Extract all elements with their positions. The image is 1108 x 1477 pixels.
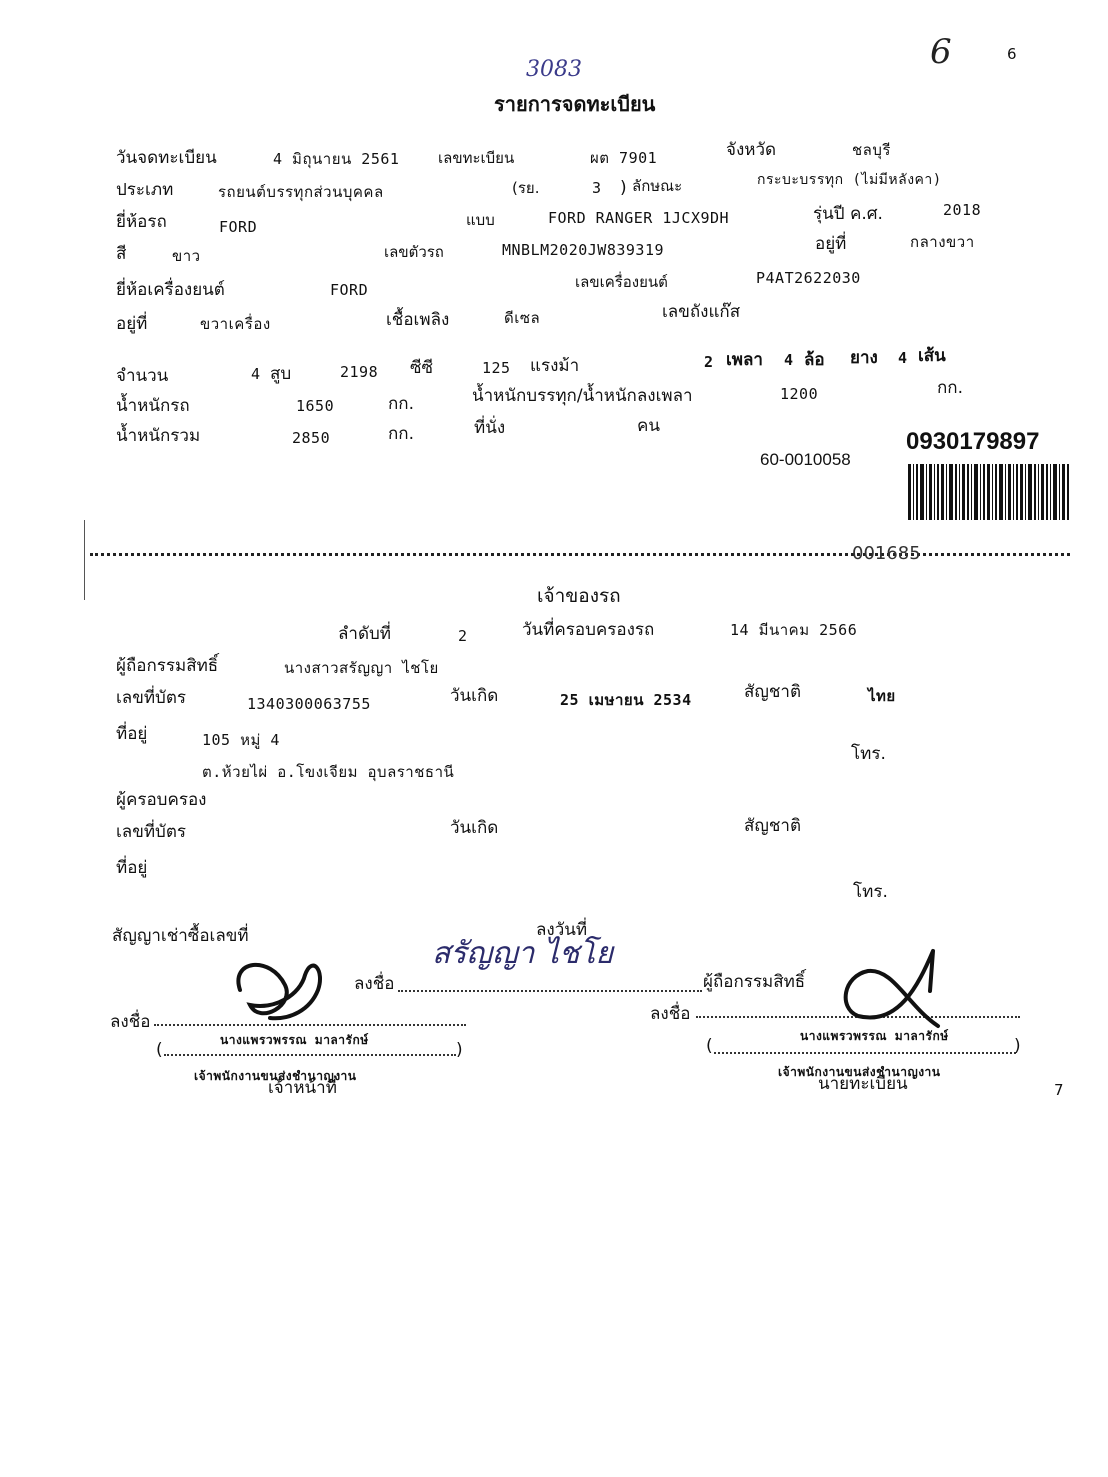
plate-label: เลขทะเบียน bbox=[438, 149, 515, 167]
gross-value: 2850 bbox=[292, 429, 331, 447]
right-paren-line bbox=[714, 1052, 1016, 1054]
reg-date-value: 4 มิถุนายน 2561 bbox=[273, 150, 400, 168]
registration-title: รายการจดทะเบียน bbox=[494, 92, 656, 116]
weight-label: น้ำหนักรถ bbox=[116, 396, 190, 416]
order-value: 2 bbox=[458, 627, 468, 645]
margin-line bbox=[84, 520, 85, 600]
since-value: 14 มีนาคม 2566 bbox=[730, 621, 858, 639]
hp-value: 125 bbox=[482, 359, 511, 377]
type-label: ประเภท bbox=[116, 180, 174, 200]
barcode bbox=[906, 464, 1070, 520]
address-label: ที่อยู่ bbox=[116, 724, 148, 744]
chassis-value: MNBLM2020JW839319 bbox=[502, 241, 665, 259]
gas-tank-label: เลขถังแก๊ส bbox=[662, 302, 741, 322]
chassis-loc-label: อยู่ที่ bbox=[815, 234, 847, 254]
engine-brand-value: FORD bbox=[330, 281, 369, 299]
plate-value: ผต 7901 bbox=[590, 149, 658, 167]
ry-close: ) bbox=[620, 178, 627, 198]
right-paren-open: ( bbox=[706, 1036, 713, 1056]
nationality-label: สัญชาติ bbox=[744, 682, 801, 702]
since-label: วันที่ครอบครองรถ bbox=[522, 620, 655, 640]
axles-value: 2 bbox=[704, 353, 714, 371]
right-officer-role: นายทะเบียน bbox=[818, 1074, 908, 1094]
model-value: FORD RANGER 1JCX9DH bbox=[548, 209, 730, 227]
page-number-bottom: 7 bbox=[1054, 1081, 1064, 1099]
holder-label: ผู้ถือกรรมสิทธิ์ bbox=[116, 656, 219, 676]
holder-role: ผู้ถือกรรมสิทธิ์ bbox=[703, 972, 806, 992]
tire-label: ยาง bbox=[850, 348, 878, 368]
load-unit: กก. bbox=[937, 378, 963, 398]
type-value: รถยนต์บรรทุกส่วนบุคคล bbox=[218, 183, 384, 201]
right-officer-position: เจ้าพนักงานขนส่งชำนาญงาน bbox=[778, 1065, 941, 1079]
ry-value: 3 bbox=[592, 179, 602, 197]
chassis-loc-value: กลางขวา bbox=[910, 233, 975, 251]
weight-unit: กก. bbox=[388, 394, 414, 414]
id-label: เลขที่บัตร bbox=[116, 688, 187, 708]
load-value: 1200 bbox=[780, 385, 819, 403]
weight-value: 1650 bbox=[296, 397, 335, 415]
holder-value: นางสาวสรัญญา ไชโย bbox=[284, 659, 439, 677]
ry-label: (รย. bbox=[512, 179, 540, 197]
holder-sign-line bbox=[398, 990, 702, 992]
axle-unit: เพลา bbox=[726, 350, 763, 370]
holder-signature: สรัญญา ไชโย bbox=[432, 936, 614, 971]
left-officer-name: นางแพรวพรรณ มาลารักษ์ bbox=[220, 1033, 369, 1047]
cut-text: 001685 bbox=[852, 543, 921, 564]
dob-label: วันเกิด bbox=[450, 686, 499, 706]
tire-unit: เส้น bbox=[918, 346, 946, 366]
color-label: สี bbox=[116, 244, 127, 264]
possessor-label: ผู้ครอบครอง bbox=[116, 790, 207, 810]
right-paren-close: ) bbox=[1014, 1036, 1021, 1056]
holder-sign-label: ลงชื่อ bbox=[354, 974, 395, 994]
hp-unit: แรงม้า bbox=[530, 356, 580, 376]
load-label: น้ำหนักบรรทุก/น้ำหนักลงเพลา bbox=[472, 386, 693, 406]
address-line1: 105 หมู่ 4 bbox=[202, 731, 280, 749]
chassis-label: เลขตัวรถ bbox=[384, 243, 444, 261]
style-label: ลักษณะ bbox=[632, 177, 683, 195]
fuel-value: ดีเซล bbox=[504, 309, 541, 327]
engine-no-label: เลขเครื่องยนต์ bbox=[575, 273, 668, 291]
possessor-nationality-label: สัญชาติ bbox=[744, 816, 801, 836]
right-sign-label: ลงชื่อ bbox=[650, 1004, 691, 1024]
reference-code: 60-0010058 bbox=[760, 450, 851, 469]
engine-loc-value: ขวาเครื่อง bbox=[200, 315, 271, 333]
possessor-address-label: ที่อยู่ bbox=[116, 858, 148, 878]
engine-brand-label: ยี่ห้อเครื่องยนต์ bbox=[116, 280, 225, 300]
left-paren-close: ) bbox=[456, 1040, 463, 1060]
province-label: จังหวัด bbox=[726, 140, 777, 160]
page-number-top: 6 bbox=[1007, 45, 1017, 63]
nationality-value: ไทย bbox=[868, 687, 896, 705]
brand-label: ยี่ห้อรถ bbox=[116, 212, 167, 232]
left-officer-signature bbox=[230, 950, 340, 1030]
possessor-phone-label: โทร. bbox=[853, 882, 888, 902]
seats-unit: คน bbox=[637, 416, 660, 436]
tires-value: 4 bbox=[898, 349, 908, 367]
brand-value: FORD bbox=[219, 218, 258, 236]
handwritten-doc-number: 3083 bbox=[526, 57, 582, 82]
cylinders-value: 4 bbox=[251, 365, 261, 383]
left-officer-position: เจ้าพนักงานขนส่งชำนาญงาน bbox=[194, 1069, 357, 1083]
owner-title: เจ้าของรถ bbox=[537, 585, 621, 607]
barcode-number: 0930179897 bbox=[906, 428, 1040, 455]
cylinder-unit: สูบ bbox=[270, 364, 292, 384]
hire-purchase-label: สัญญาเช่าซื้อเลขที่ bbox=[112, 926, 249, 946]
gross-label: น้ำหนักรวม bbox=[116, 426, 201, 446]
section-divider bbox=[90, 553, 1070, 556]
year-value: 2018 bbox=[943, 201, 982, 219]
wheels-value: 4 bbox=[784, 351, 794, 369]
possessor-id-label: เลขที่บัตร bbox=[116, 822, 187, 842]
year-label: รุ่นปี ค.ศ. bbox=[813, 204, 883, 224]
right-officer-name: นางแพรวพรรณ มาลารักษ์ bbox=[800, 1029, 949, 1043]
owner-phone-label: โทร. bbox=[851, 744, 886, 764]
id-value: 1340300063755 bbox=[247, 695, 371, 713]
left-paren-line bbox=[164, 1054, 456, 1056]
possessor-dob-label: วันเกิด bbox=[450, 818, 499, 838]
dob-value: 25 เมษายน 2534 bbox=[560, 691, 692, 709]
fuel-label: เชื้อเพลิง bbox=[386, 310, 450, 330]
cc-value: 2198 bbox=[340, 363, 379, 381]
province-value: ชลบุรี bbox=[852, 141, 891, 159]
style-value: กระบะบรรทุก (ไม่มีหลังคา) bbox=[757, 172, 942, 188]
engine-loc-label: อยู่ที่ bbox=[116, 314, 148, 334]
left-officer-role: เจ้าหน้าที่ bbox=[268, 1078, 337, 1098]
left-paren-open: ( bbox=[156, 1040, 163, 1060]
color-value: ขาว bbox=[172, 247, 201, 265]
count-label: จำนวน bbox=[116, 366, 169, 386]
gross-unit: กก. bbox=[388, 424, 414, 444]
seats-label: ที่นั่ง bbox=[474, 418, 506, 438]
left-sign-label: ลงชื่อ bbox=[110, 1012, 151, 1032]
address-line2: ต.ห้วยไผ่ อ.โขงเจียม อุบลราชธานี bbox=[202, 763, 455, 781]
wheel-unit: ล้อ bbox=[804, 350, 825, 370]
engine-no-value: P4AT2622030 bbox=[756, 269, 861, 287]
reg-date-label: วันจดทะเบียน bbox=[116, 148, 217, 168]
order-label: ลำดับที่ bbox=[338, 624, 392, 644]
handwritten-corner-mark: 6 bbox=[930, 32, 952, 72]
model-label: แบบ bbox=[466, 211, 495, 229]
right-officer-signature bbox=[838, 946, 948, 1036]
cc-unit: ซีซี bbox=[410, 358, 434, 378]
signed-date-label: ลงวันที่ bbox=[536, 920, 588, 940]
